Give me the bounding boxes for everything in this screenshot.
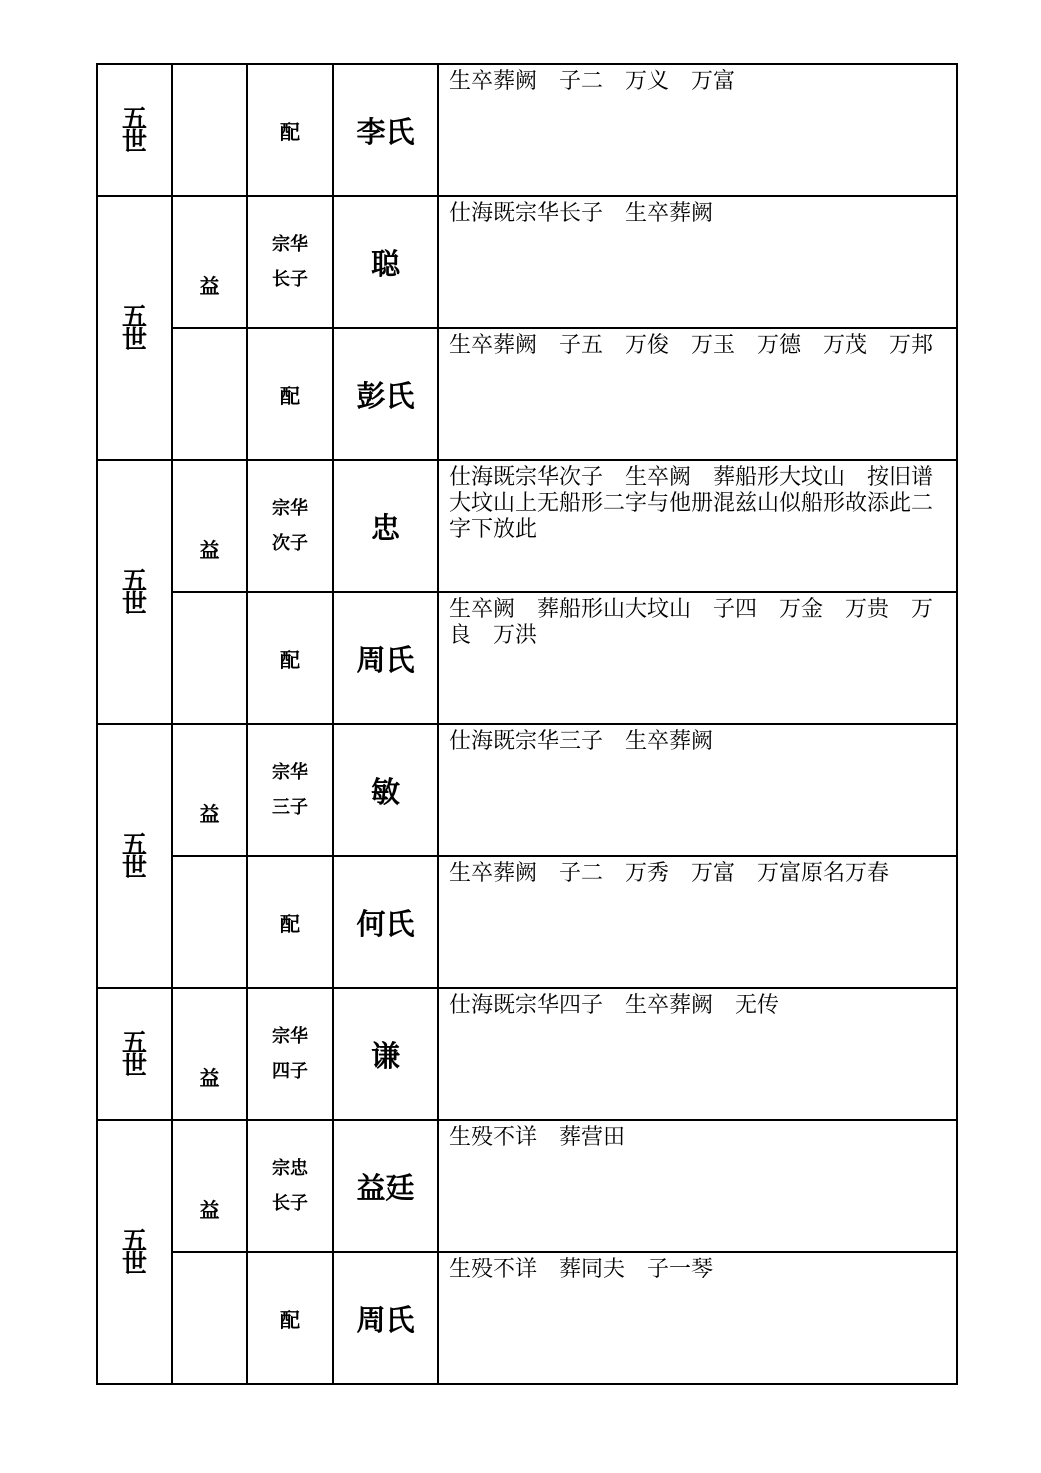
lineage-cell xyxy=(172,460,247,592)
lineage-cell xyxy=(172,592,247,724)
biography-note: 生殁不详 葬营田 xyxy=(438,1120,957,1252)
person-name: 谦 xyxy=(370,1038,400,1073)
lineage-cell xyxy=(172,724,247,856)
person-name: 何氏 xyxy=(356,906,415,941)
biography-note: 仕海既宗华四子 生卒葬阙 无传 xyxy=(438,988,957,1120)
relation-cell xyxy=(247,328,333,460)
table-row xyxy=(97,592,957,724)
person-name: 敏 xyxy=(370,774,400,809)
relation-cell xyxy=(247,1120,333,1252)
biography-note: 生卒葬阙 子二 万义 万富 xyxy=(438,64,957,196)
name-cell xyxy=(333,1120,438,1252)
lineage-cell xyxy=(172,988,247,1120)
generation-label: 五世 xyxy=(122,103,148,156)
biography-note: 仕海既宗华长子 生卒葬阙 xyxy=(438,196,957,328)
name-cell xyxy=(333,856,438,988)
lineage-label: 益 xyxy=(199,1197,220,1222)
lineage-cell xyxy=(172,1252,247,1384)
biography-note: 生卒葬阙 子五 万俊 万玉 万德 万茂 万邦 xyxy=(438,328,957,460)
name-cell xyxy=(333,724,438,856)
biography-note: 仕海既宗华次子 生卒阙 葬船形大坟山 按旧谱大坟山上无船形二字与他册混兹山似船形故添此二字下放此 xyxy=(438,460,957,592)
relation-label: 长子 xyxy=(272,1193,308,1214)
genealogy-body xyxy=(97,64,957,1384)
generation-label: 五世 xyxy=(122,1027,148,1080)
person-name: 聪 xyxy=(370,246,400,281)
name-cell xyxy=(333,1252,438,1384)
genealogy-table xyxy=(96,63,958,1385)
relation-cell xyxy=(247,460,333,592)
table-row xyxy=(97,1120,957,1252)
relation-label: 宗华 xyxy=(272,762,308,783)
lineage-cell xyxy=(172,196,247,328)
relation-cell xyxy=(247,592,333,724)
table-row xyxy=(97,988,957,1120)
person-name: 李氏 xyxy=(356,114,415,149)
relation-label: 宗华 xyxy=(272,498,308,519)
relation-label: 三子 xyxy=(272,797,308,818)
person-name: 彭氏 xyxy=(356,378,415,413)
relation-label: 四子 xyxy=(272,1061,308,1082)
generation-cell xyxy=(97,196,172,460)
generation-label: 五世 xyxy=(122,1225,148,1278)
table-row xyxy=(97,724,957,856)
person-name: 忠 xyxy=(370,510,400,545)
lineage-cell xyxy=(172,856,247,988)
relation-label: 宗忠 xyxy=(272,1158,308,1179)
name-cell xyxy=(333,64,438,196)
relation-cell xyxy=(247,1252,333,1384)
generation-cell xyxy=(97,1120,172,1384)
relation-label: 配 xyxy=(280,911,300,936)
generation-cell xyxy=(97,988,172,1120)
lineage-cell xyxy=(172,64,247,196)
relation-label: 配 xyxy=(280,119,300,144)
relation-label: 宗华 xyxy=(272,234,308,255)
relation-label: 配 xyxy=(280,383,300,408)
generation-label: 五世 xyxy=(122,829,148,882)
generation-cell xyxy=(97,460,172,724)
name-cell xyxy=(333,196,438,328)
person-name: 周氏 xyxy=(356,642,415,677)
relation-cell xyxy=(247,196,333,328)
lineage-label: 益 xyxy=(199,801,220,826)
name-cell xyxy=(333,988,438,1120)
table-row xyxy=(97,856,957,988)
biography-note: 生殁不详 葬同夫 子一琴 xyxy=(438,1252,957,1384)
table-row xyxy=(97,328,957,460)
relation-label: 配 xyxy=(280,1307,300,1332)
biography-note: 生卒葬阙 子二 万秀 万富 万富原名万春 xyxy=(438,856,957,988)
table-row xyxy=(97,460,957,592)
name-cell xyxy=(333,592,438,724)
relation-cell xyxy=(247,724,333,856)
relation-label: 次子 xyxy=(272,533,308,554)
relation-label: 配 xyxy=(280,647,300,672)
relation-cell xyxy=(247,856,333,988)
relation-cell xyxy=(247,64,333,196)
name-cell xyxy=(333,328,438,460)
lineage-cell xyxy=(172,328,247,460)
name-cell xyxy=(333,460,438,592)
person-name: 益廷 xyxy=(356,1170,415,1205)
table-row xyxy=(97,1252,957,1384)
biography-note: 生卒阙 葬船形山大坟山 子四 万金 万贵 万良 万洪 xyxy=(438,592,957,724)
biography-note: 仕海既宗华三子 生卒葬阙 xyxy=(438,724,957,856)
lineage-label: 益 xyxy=(199,537,220,562)
relation-label: 长子 xyxy=(272,269,308,290)
lineage-label: 益 xyxy=(199,1065,220,1090)
generation-cell xyxy=(97,724,172,988)
generation-cell xyxy=(97,64,172,196)
lineage-label: 益 xyxy=(199,273,220,298)
table-row xyxy=(97,64,957,196)
generation-label: 五世 xyxy=(122,301,148,354)
table-row xyxy=(97,196,957,328)
relation-cell xyxy=(247,988,333,1120)
relation-label: 宗华 xyxy=(272,1026,308,1047)
generation-label: 五世 xyxy=(122,565,148,618)
lineage-cell xyxy=(172,1120,247,1252)
person-name: 周氏 xyxy=(356,1302,415,1337)
